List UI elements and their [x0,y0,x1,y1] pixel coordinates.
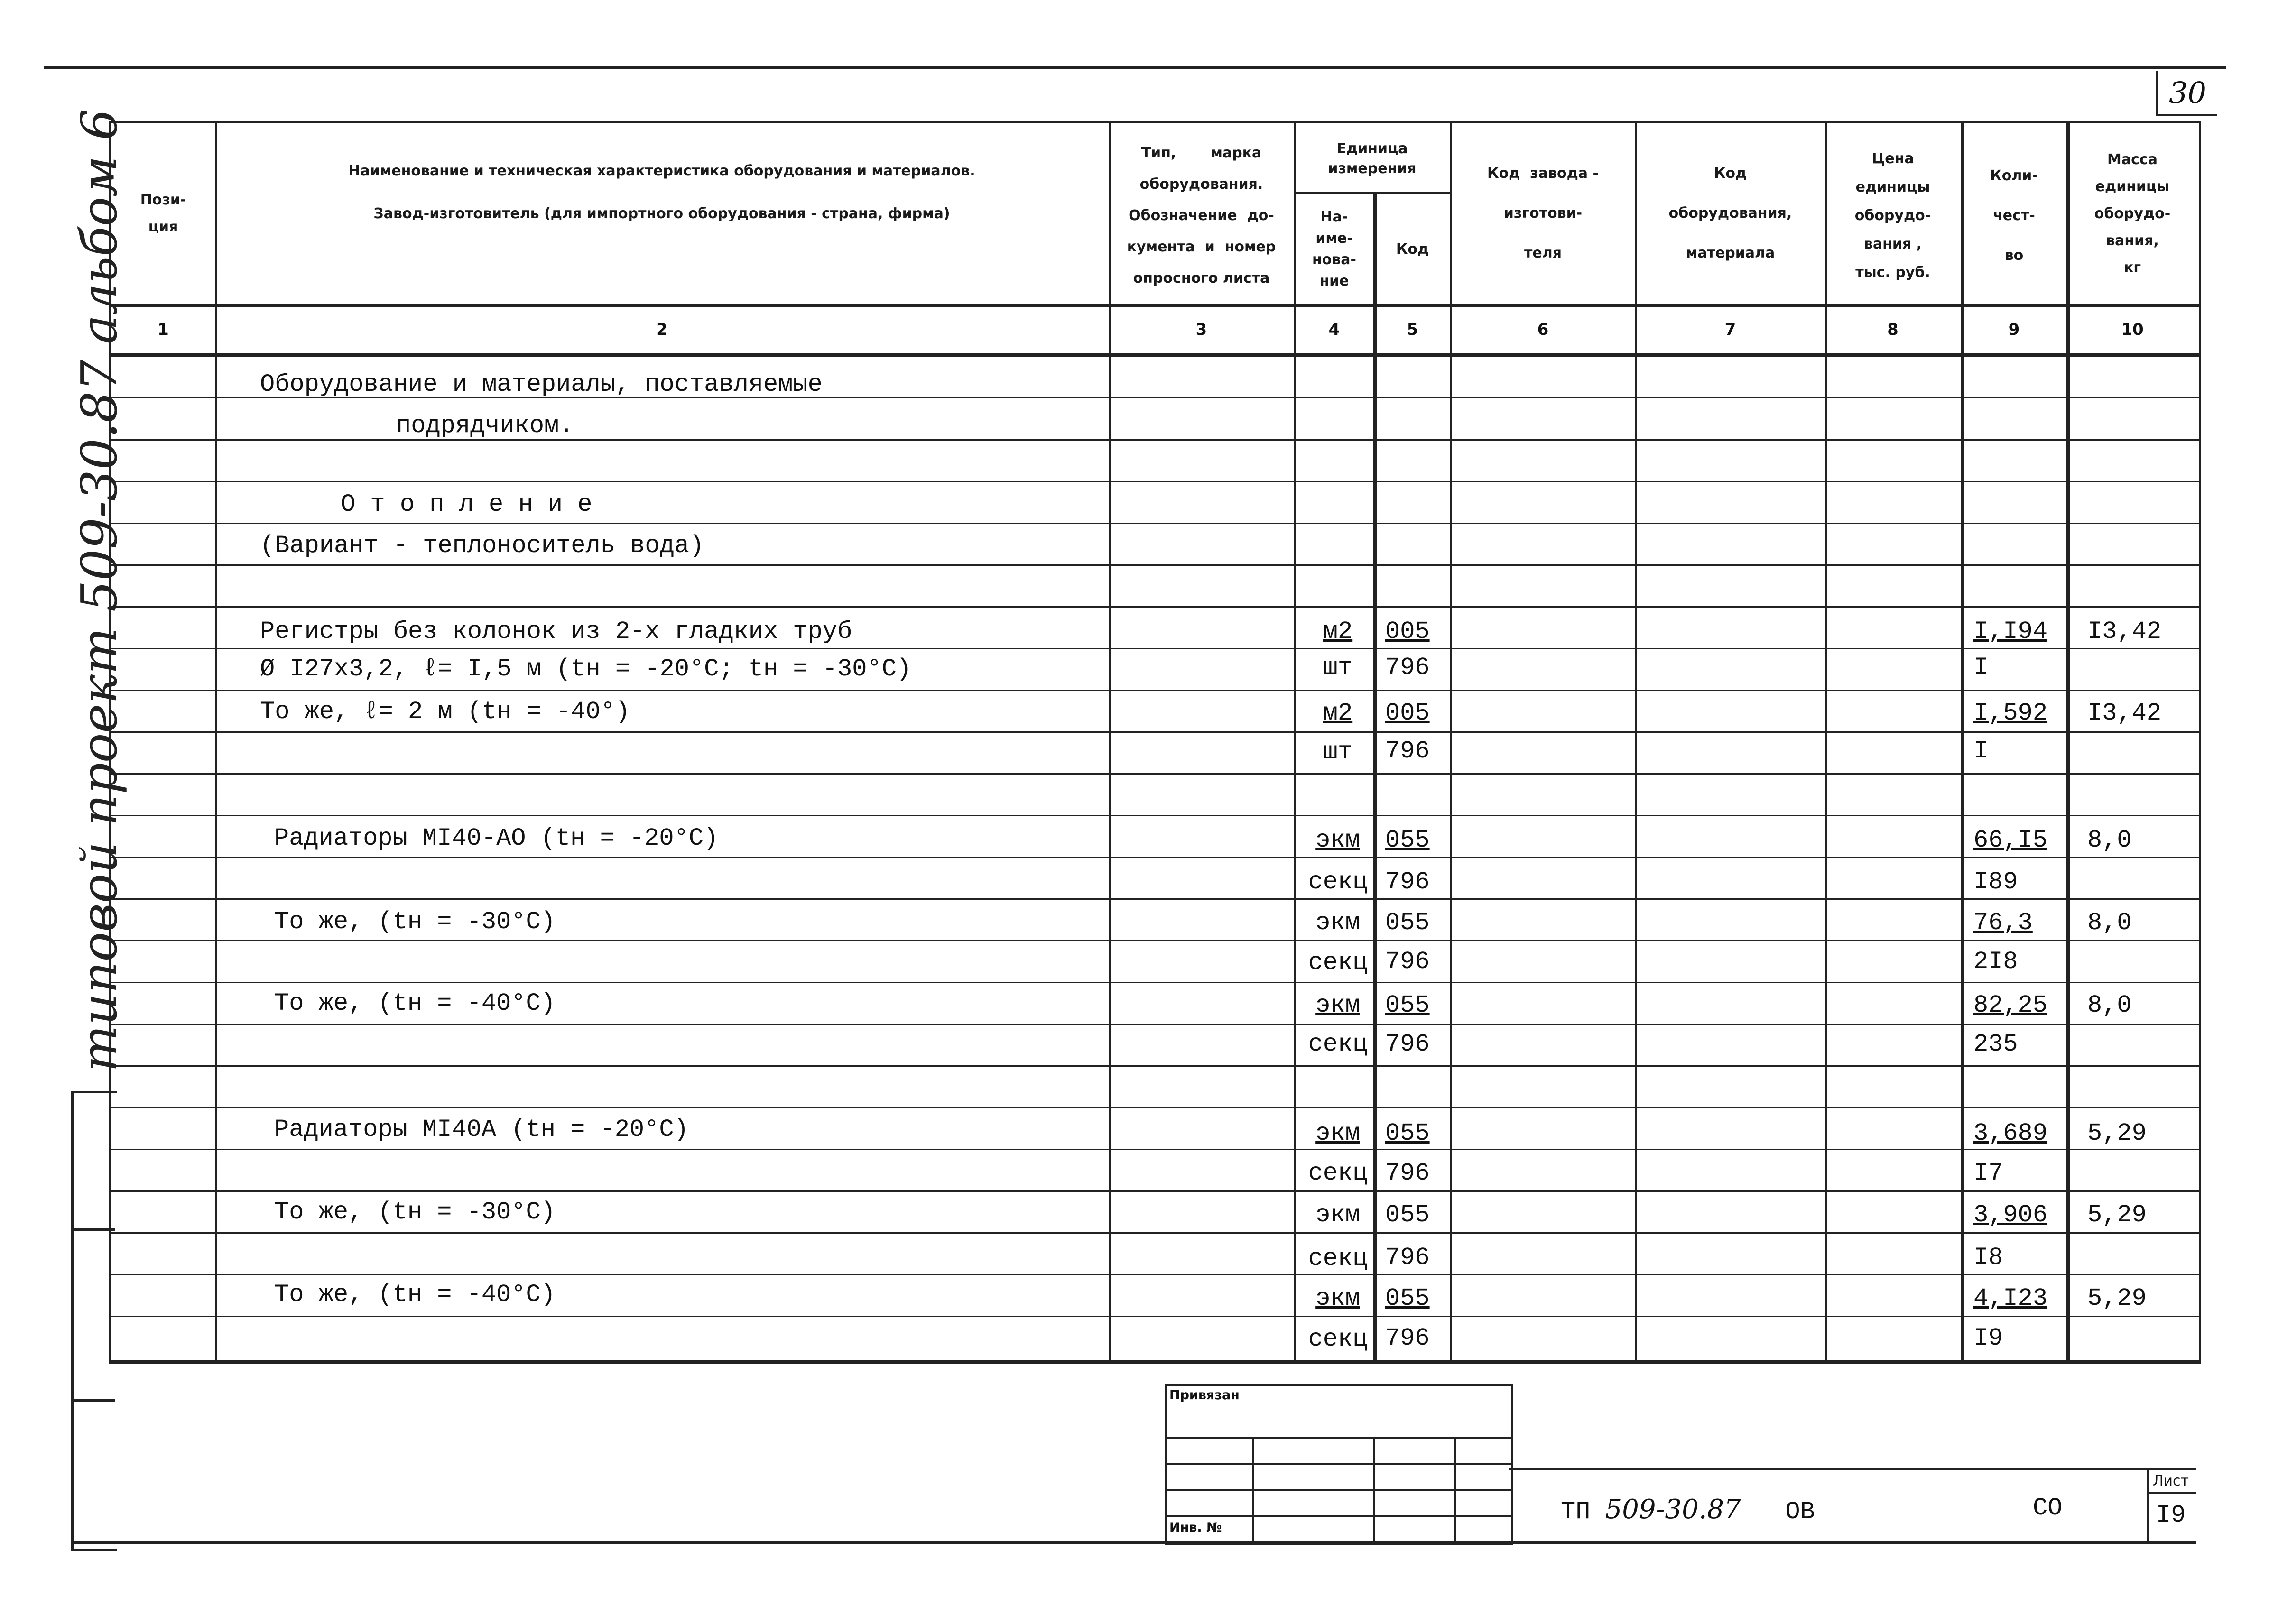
row-line [111,773,2199,775]
stamp-line [1165,1515,1511,1517]
title-block-top [1509,1468,2196,1470]
row-unit: секц [1308,1245,1368,1273]
row-name: Радиаторы МI40А (tн = -20°С) [274,1116,689,1144]
row-code: 055 [1385,826,1430,854]
row-line [111,731,2199,733]
row-code: 796 [1385,1244,1430,1272]
row-line [111,815,2199,816]
row-unit: экм [1315,1201,1360,1229]
row-code: 796 [1385,948,1430,976]
row-quantity: I9 [1973,1324,2003,1352]
row-unit: секц [1308,1159,1368,1187]
header-unit-price: Цена единицы оборудо- вания , тыс. руб. [1854,150,1931,281]
row-unit: секц [1308,949,1368,977]
col-number: 3 [1195,320,1207,339]
sheet-divider [2147,1492,2196,1494]
col-number: 6 [1537,320,1549,339]
row-name: Радиаторы МI40-АО (tн = -20°С) [274,824,719,852]
row-line [111,1274,2199,1275]
col-number: 4 [1328,320,1340,339]
specification-table [109,121,2201,1364]
row-quantity: 4,I23 [1973,1284,2048,1312]
row-name: То же, (tн = -30°С) [274,1198,556,1226]
row-quantity: I89 [1973,868,2018,896]
row-unit: секц [1308,868,1368,896]
row-unit: экм [1315,991,1360,1019]
row-line [111,1065,2199,1067]
row-unit: экм [1315,1119,1360,1147]
col-number: 10 [2121,320,2144,339]
row-unit: экм [1315,826,1360,854]
row-line [111,481,2199,482]
row-line [111,1149,2199,1150]
row-quantity: 235 [1973,1030,2018,1058]
col-number: 7 [1724,320,1736,339]
row-mass: I3,42 [2087,618,2162,646]
section-intro-line2: подрядчиком. [396,412,574,440]
row-code: 796 [1385,1030,1430,1058]
sheet-number: I9 [2156,1501,2186,1529]
row-quantity: I [1973,654,1989,682]
row-quantity: I7 [1973,1159,2003,1187]
row-code: 005 [1385,618,1430,646]
row-line [111,1190,2199,1192]
row-quantity: 82,25 [1973,991,2048,1019]
col-number: 5 [1407,320,1418,339]
row-unit: шт [1323,654,1353,682]
col-number: 8 [1887,320,1899,339]
header-unit-name: На- име- нова- ние [1312,209,1357,289]
document-designation [1561,1494,1815,1526]
row-line [111,564,2199,566]
stamp-line [1165,1489,1511,1491]
row-quantity: 3,906 [1973,1201,2048,1229]
row-quantity: I [1973,737,1989,765]
stamp-title: Привязан [1169,1388,1240,1403]
row-unit: экм [1315,1284,1360,1312]
row-mass: 5,29 [2087,1119,2147,1147]
section-variant: (Вариант - теплоноситель вода) [260,532,704,560]
row-line [111,898,2199,900]
sheet-label: Лист [2153,1473,2189,1489]
stamp-line [1165,1463,1511,1465]
row-name: Регистры без колонок из 2-х гладких труб [260,618,852,646]
row-unit: секц [1308,1325,1368,1353]
row-unit: м2 [1323,618,1353,646]
col-number: 2 [656,320,667,339]
row-line [111,857,2199,858]
row-quantity: I,I94 [1973,618,2048,646]
row-mass: 8,0 [2087,991,2132,1019]
row-line [111,606,2199,608]
row-unit: секц [1308,1030,1368,1058]
row-line [111,1107,2199,1108]
inventory-number-label: Инв. № [1169,1520,1222,1535]
top-rule [44,66,2226,69]
row-line [111,523,2199,524]
row-name: То же, (tн = -40°С) [274,1281,556,1309]
unit-header-divider [1294,192,1450,194]
left-frame-divider [71,1399,115,1402]
side-album-label: типовой проект 509-30.87 альбом 6 [70,109,128,1072]
row-code: 055 [1385,1284,1430,1312]
header-unit: Единица измерения [1328,140,1417,177]
header-manufacturer: Завод-изготовитель (для импортного оборудования - страна, фирма) [373,205,950,222]
row-mass: 5,29 [2087,1201,2147,1229]
row-quantity: 66,I5 [1973,826,2048,854]
header-equipment-code: Код оборудования, материала [1668,165,1792,261]
row-line [111,1316,2199,1317]
row-code: 055 [1385,991,1430,1019]
frame-bottom [71,1541,2196,1544]
header-position: Пози- ция [140,192,186,235]
row-quantity: 2I8 [1973,948,2018,976]
header-type: Тип, марка оборудования. Обозначение до- кумента и номер опросного листа [1127,145,1276,286]
row-name: То же, (tн = -40°С) [274,989,556,1017]
stamp-divider [1252,1437,1254,1541]
row-mass: 5,29 [2087,1284,2147,1312]
row-code: 796 [1385,737,1430,765]
doc-number: 509-30.87 [1605,1494,1741,1525]
col-divider [1373,192,1377,1361]
row-code: 055 [1385,1201,1430,1229]
stamp-divider [1454,1437,1456,1541]
section-intro-line1: Оборудование и материалы, поставляемые [260,370,823,398]
stamp-line [1165,1437,1511,1439]
row-unit: м2 [1323,699,1353,727]
header-unit-code: Код [1396,240,1429,258]
row-line [111,982,2199,983]
row-line [111,1232,2199,1234]
row-name: То же, ℓ= 2 м (tн = -40°) [260,698,630,726]
left-frame-divider [71,1228,115,1231]
row-code: 796 [1385,654,1430,682]
stamp-divider [1373,1437,1375,1541]
row-mass: I3,42 [2087,699,2162,727]
row-code: 005 [1385,699,1430,727]
row-line [111,1024,2199,1025]
col-number: 1 [157,320,169,339]
row-name: То же, (tн = -30°С) [274,908,556,936]
row-quantity: I8 [1973,1244,2003,1272]
row-line [111,690,2199,691]
table-bottom [111,1360,2199,1363]
header-unit-mass: Масса единицы оборудо- вания, кг [2094,151,2171,276]
row-code: 796 [1385,1324,1430,1352]
column-number-bottom [111,353,2199,357]
row-mass: 8,0 [2087,909,2132,937]
header-quantity: Коли- чест- во [1990,167,2038,264]
document-code: СО [2033,1494,2063,1522]
row-unit: экм [1315,909,1360,937]
row-line [111,648,2199,649]
row-name: Ø I27x3,2, ℓ= I,5 м (tн = -20°С; tн = -30°С) [260,655,912,683]
row-code: 055 [1385,1119,1430,1147]
doc-prefix: ТП [1561,1498,1591,1526]
doc-suffix: ОВ [1785,1498,1815,1526]
row-unit: шт [1323,738,1353,766]
row-quantity: 3,689 [1973,1119,2048,1147]
row-line [111,940,2199,941]
header-factory-code: Код завода - изготови- теля [1487,165,1599,261]
page-number: 30 [2156,71,2217,116]
header-name: Наименование и техническая характеристика оборудования и материалов. [348,162,975,179]
row-quantity: I,592 [1973,699,2048,727]
col-number: 9 [2008,320,2020,339]
row-mass: 8,0 [2087,826,2132,854]
row-code: 796 [1385,1159,1430,1187]
row-code: 796 [1385,868,1430,896]
row-quantity: 76,3 [1973,909,2033,937]
section-heading: О т о п л е н и е [341,490,593,518]
row-code: 055 [1385,909,1430,937]
